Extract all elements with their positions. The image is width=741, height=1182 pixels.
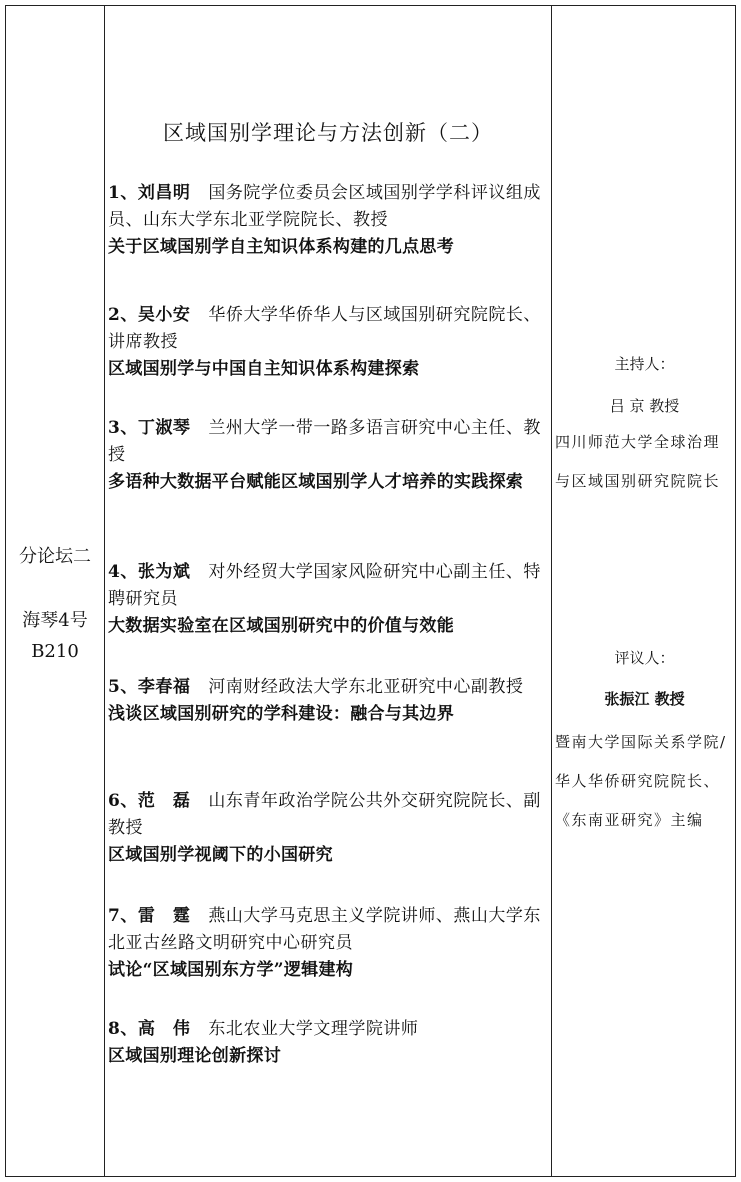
talk-item [108,415,550,496]
reviewer-label: 评议人： [614,649,675,667]
talk-number: 3、 [108,418,138,438]
program-cell [106,5,550,1177]
speaker-affiliation: 山东青年政治学院公共外交研究院院长、副教授 [108,791,541,838]
speaker-affiliation: 华侨大学华侨华人与区域国别研究院院长、讲席教授 [108,305,541,352]
speaker-name: 雷 霆 [137,906,191,926]
host-name: 吕 京 教授 [609,397,680,415]
talk-item [108,1016,550,1070]
speaker-affiliation: 东北农业大学文理学院讲师 [208,1019,419,1039]
speaker-name: 吴小安 [137,305,191,325]
forum-cell [6,5,104,1177]
column-divider [551,5,552,1177]
talk-title: 区域国别学与中国自主知识体系构建探索 [108,359,420,379]
talk-item [108,559,550,640]
speaker-affiliation: 兰州大学一带一路多语言研究中心主任、教授 [108,418,541,465]
talk-item [108,302,550,383]
speaker-affiliation: 国务院学位委员会区域国别学学科评议组成员、山东大学东北亚学院院长、教授 [108,183,541,230]
talk-item [108,674,550,728]
speaker-name: 张为斌 [137,562,191,582]
reviewer-affiliation: 暨南大学国际关系学院/华人华侨研究院院长、《东南亚研究》主编 [555,733,727,829]
speaker-affiliation: 燕山大学马克思主义学院讲师、燕山大学东北亚古丝路文明研究中心研究员 [108,906,541,953]
room-line: 海琴4号 [22,610,88,631]
talk-number: 5、 [108,677,138,697]
host-label: 主持人： [614,355,675,373]
speaker-name: 范 磊 [137,791,191,811]
speaker-name: 李春福 [137,677,191,697]
forum-room [6,605,104,667]
column-divider [104,5,105,1177]
talk-title: 区域国别理论创新探讨 [108,1046,281,1066]
talk-number: 8、 [108,1019,138,1039]
talk-title: 浅谈区域国别研究的学科建设：融合与其边界 [108,704,454,724]
talk-number: 7、 [108,906,138,926]
talk-title: 关于区域国别学自主知识体系构建的几点思考 [108,237,454,257]
speaker-affiliation: 河南财经政法大学东北亚研究中心副教授 [208,677,524,697]
talk-title: 大数据实验室在区域国别研究中的价值与效能 [108,616,454,636]
talk-number: 2、 [108,305,138,325]
forum-name: 分论坛二 [19,546,91,567]
speaker-name: 刘昌明 [137,183,191,203]
talk-title: 多语种大数据平台赋能区域国别学人才培养的实践探索 [108,472,524,492]
talk-number: 6、 [108,791,138,811]
talk-item [108,180,550,261]
talk-title: 区域国别学视阈下的小国研究 [108,845,333,865]
speaker-affiliation: 对外经贸大学国家风险研究中心副主任、特聘研究员 [108,562,541,609]
talk-number: 4、 [108,562,138,582]
speaker-name: 高 伟 [137,1019,191,1039]
talk-item [108,903,550,984]
talk-number: 1、 [108,183,138,203]
talk-item [108,788,550,869]
talk-title: 试论“区域国别东方学”逻辑建构 [108,960,354,980]
room-line: B210 [31,641,79,662]
chair-cell [553,5,736,1177]
speaker-name: 丁淑琴 [137,418,191,438]
reviewer-name: 张振江 教授 [604,690,685,708]
session-title: 区域国别学理论与方法创新（二） [163,121,493,145]
host-affiliation: 四川师范大学全球治理与区域国别研究院院长 [555,433,721,490]
